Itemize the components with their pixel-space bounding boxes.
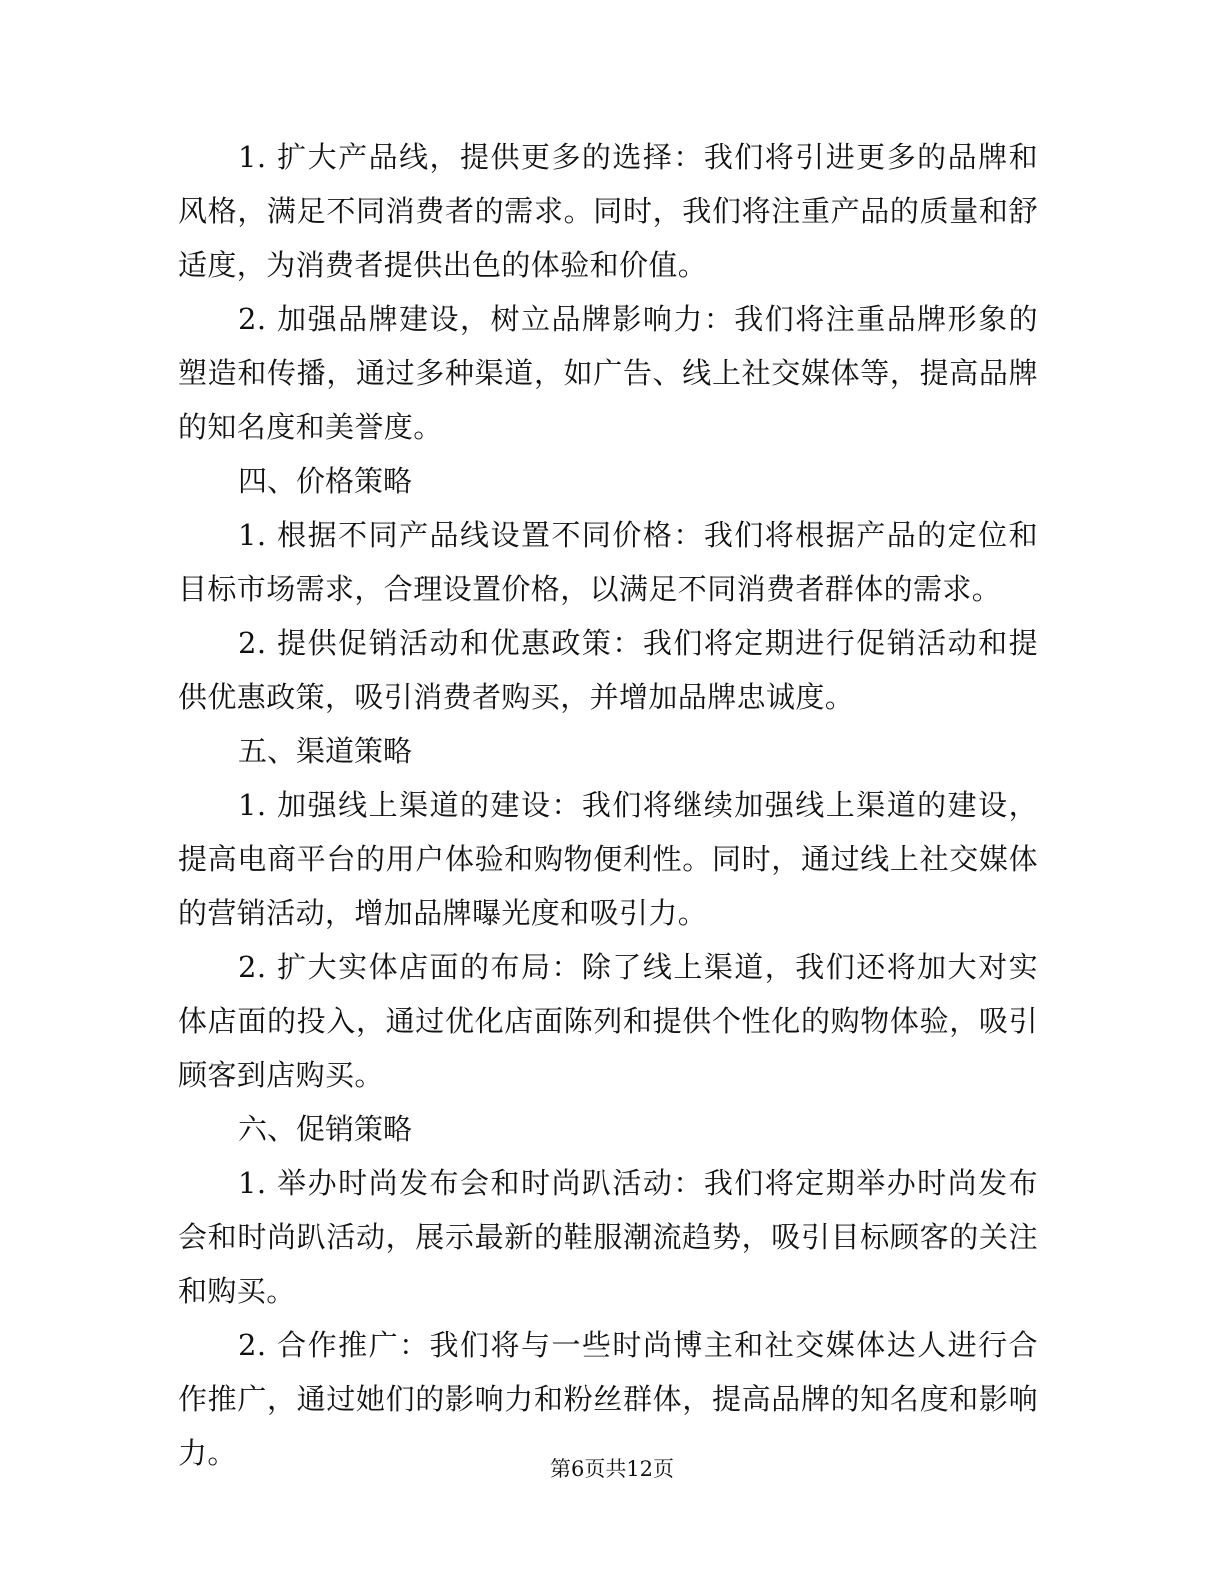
paragraph-pricing-tiers: 1. 根据不同产品线设置不同价格：我们将根据产品的定位和目标市场需求，合理设置价格，以满足不同消费者群体的需求。 bbox=[178, 518, 1038, 606]
section-heading-pricing: 四、价格策略 bbox=[238, 464, 413, 498]
paragraph-fashion-events: 1. 举办时尚发布会和时尚趴活动：我们将定期举办时尚发布会和时尚趴活动，展示最新的鞋服潮流趋势，吸引目标顾客的关注和购买。 bbox=[178, 1166, 1038, 1308]
document-body bbox=[178, 130, 1038, 1480]
paragraph-online-channels: 1. 加强线上渠道的建设：我们将继续加强线上渠道的建设，提高电商平台的用户体验和购物便利性。同时，通过线上社交媒体的营销活动，增加品牌曝光度和吸引力。 bbox=[178, 788, 1038, 930]
paragraph-brand-building: 2. 加强品牌建设，树立品牌影响力：我们将注重品牌形象的塑造和传播，通过多种渠道，如广告、线上社交媒体等，提高品牌的知名度和美誉度。 bbox=[178, 302, 1038, 444]
paragraph-product-line: 1. 扩大产品线，提供更多的选择：我们将引进更多的品牌和风格，满足不同消费者的需求。同时，我们将注重产品的质量和舒适度，为消费者提供出色的体验和价值。 bbox=[178, 140, 1038, 282]
section-heading-channels: 五、渠道策略 bbox=[238, 734, 413, 768]
section-heading-promotion: 六、促销策略 bbox=[238, 1112, 413, 1146]
paragraph-physical-stores: 2. 扩大实体店面的布局：除了线上渠道，我们还将加大对实体店面的投入，通过优化店面陈列和提供个性化的购物体验，吸引顾客到店购买。 bbox=[178, 950, 1038, 1092]
page-number: 第6页共12页 bbox=[549, 1457, 675, 1481]
paragraph-cooperation: 2. 合作推广：我们将与一些时尚博主和社交媒体达人进行合作推广，通过她们的影响力和粉丝群体，提高品牌的知名度和影响力。 bbox=[178, 1328, 1038, 1470]
paragraph-promotions-discounts: 2. 提供促销活动和优惠政策：我们将定期进行促销活动和提供优惠政策，吸引消费者购买，并增加品牌忠诚度。 bbox=[178, 626, 1038, 714]
